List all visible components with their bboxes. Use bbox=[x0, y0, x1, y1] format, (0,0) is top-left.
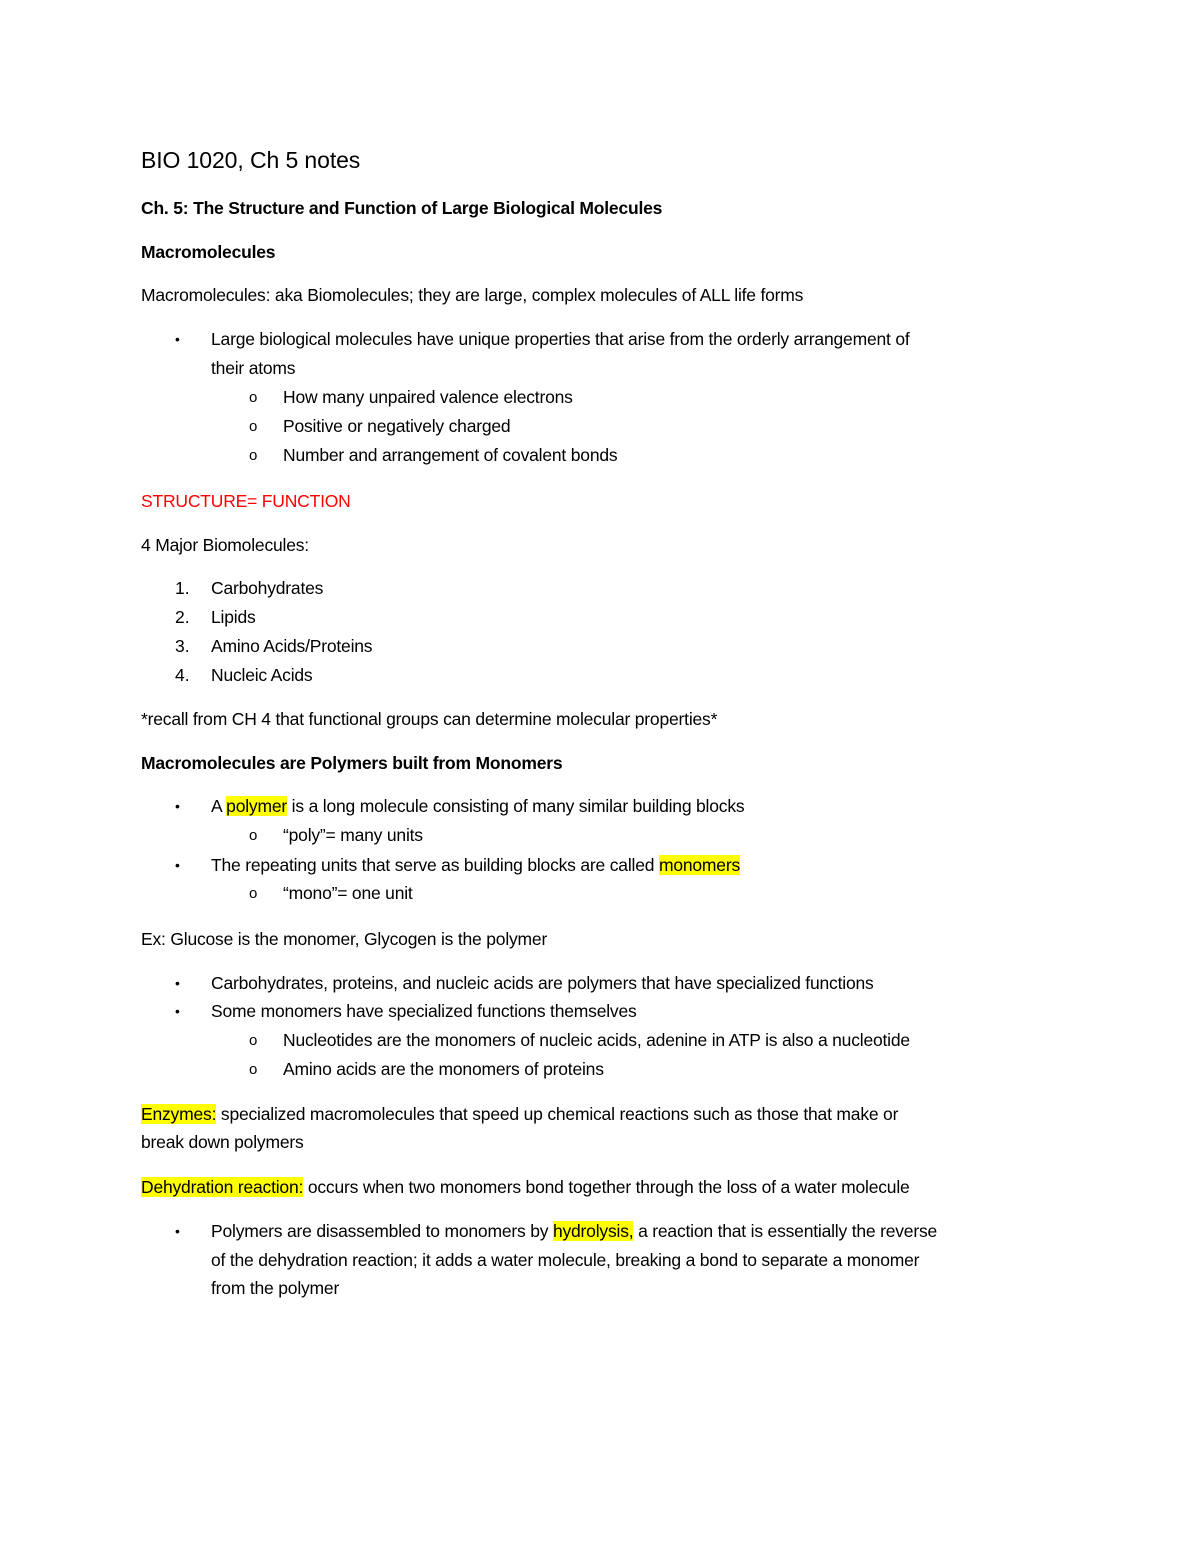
bullet-text: Some monomers have specialized functions themselves bbox=[211, 1001, 637, 1021]
text: Polymers are disassembled to monomers by bbox=[211, 1221, 553, 1241]
sub-bullet-icon: o bbox=[249, 1032, 258, 1049]
bullet-icon: • bbox=[175, 857, 180, 873]
text: specialized macromolecules that speed up chemical reactions such as those that make or bbox=[216, 1104, 899, 1124]
sub-bullet-icon: o bbox=[249, 389, 258, 406]
highlighted-term-monomers: monomers bbox=[658, 855, 741, 875]
sub-item: How many unpaired valence electrons bbox=[283, 387, 573, 407]
hydrolysis-bullet bbox=[211, 1220, 937, 1242]
list-number: 1. bbox=[175, 578, 190, 598]
bullet-icon: • bbox=[175, 1223, 180, 1239]
list-number: 2. bbox=[175, 607, 190, 627]
enzymes-definition-continued: break down polymers bbox=[141, 1132, 304, 1152]
recall-note: *recall from CH 4 that functional groups can determine molecular properties* bbox=[141, 709, 718, 729]
list-number: 3. bbox=[175, 636, 190, 656]
list-item: Amino Acids/Proteins bbox=[211, 636, 373, 656]
macromolecules-definition: Macromolecules: aka Biomolecules; they are large, complex molecules of ALL life forms bbox=[141, 285, 804, 305]
bullet-icon: • bbox=[175, 331, 180, 347]
section-heading-macromolecules: Macromolecules bbox=[141, 242, 276, 262]
major-biomolecules-label: 4 Major Biomolecules: bbox=[141, 535, 309, 555]
enzymes-definition bbox=[141, 1103, 898, 1125]
example-text: Ex: Glucose is the monomer, Glycogen is the polymer bbox=[141, 929, 548, 949]
hydrolysis-bullet-continued: from the polymer bbox=[211, 1278, 340, 1298]
list-item: Lipids bbox=[211, 607, 256, 627]
section-heading-polymers: Macromolecules are Polymers built from Monomers bbox=[141, 753, 563, 773]
sub-item: Positive or negatively charged bbox=[283, 416, 511, 436]
text: occurs when two monomers bond together through the loss of a water molecule bbox=[303, 1177, 910, 1197]
sub-bullet-icon: o bbox=[249, 447, 258, 464]
bullet-icon: • bbox=[175, 975, 180, 991]
sub-item: Number and arrangement of covalent bonds bbox=[283, 445, 618, 465]
bullet-text: Large biological molecules have unique properties that arise from the orderly arrangement of bbox=[211, 329, 910, 349]
highlighted-term-dehydration: Dehydration reaction: bbox=[141, 1177, 304, 1197]
text: a reaction that is essentially the reverse bbox=[633, 1221, 938, 1241]
sub-item: Amino acids are the monomers of proteins bbox=[283, 1059, 604, 1079]
list-item: Nucleic Acids bbox=[211, 665, 313, 685]
highlighted-term-hydrolysis: hydrolysis, bbox=[552, 1221, 634, 1241]
bullet-icon: • bbox=[175, 1003, 180, 1019]
text: A bbox=[211, 796, 227, 816]
hydrolysis-bullet-continued: of the dehydration reaction; it adds a water molecule, breaking a bond to separate a monomer bbox=[211, 1250, 920, 1270]
dehydration-definition bbox=[141, 1176, 910, 1198]
list-item: Carbohydrates bbox=[211, 578, 324, 598]
sub-bullet-icon: o bbox=[249, 418, 258, 435]
text: The repeating units that serve as building blocks are called bbox=[211, 855, 659, 875]
structure-function-emphasis: STRUCTURE= FUNCTION bbox=[141, 491, 351, 511]
sub-item: “mono”= one unit bbox=[283, 883, 413, 903]
chapter-heading: Ch. 5: The Structure and Function of Large Biological Molecules bbox=[141, 198, 663, 218]
monomer-definition bbox=[211, 854, 740, 876]
sub-item: Nucleotides are the monomers of nucleic acids, adenine in ATP is also a nucleotide bbox=[283, 1030, 910, 1050]
sub-bullet-icon: o bbox=[249, 827, 258, 844]
bullet-text-continued: their atoms bbox=[211, 358, 296, 378]
document-title: BIO 1020, Ch 5 notes bbox=[141, 147, 361, 173]
sub-bullet-icon: o bbox=[249, 1061, 258, 1078]
sub-bullet-icon: o bbox=[249, 885, 258, 902]
sub-item: “poly”= many units bbox=[283, 825, 423, 845]
bullet-text: Carbohydrates, proteins, and nucleic acids are polymers that have specialized functions bbox=[211, 973, 874, 993]
list-number: 4. bbox=[175, 665, 190, 685]
highlighted-term-polymer: polymer bbox=[226, 796, 288, 816]
polymer-definition bbox=[211, 795, 744, 817]
text: is a long molecule consisting of many similar building blocks bbox=[287, 796, 745, 816]
bullet-icon: • bbox=[175, 798, 180, 814]
highlighted-term-enzymes: Enzymes: bbox=[141, 1104, 217, 1124]
